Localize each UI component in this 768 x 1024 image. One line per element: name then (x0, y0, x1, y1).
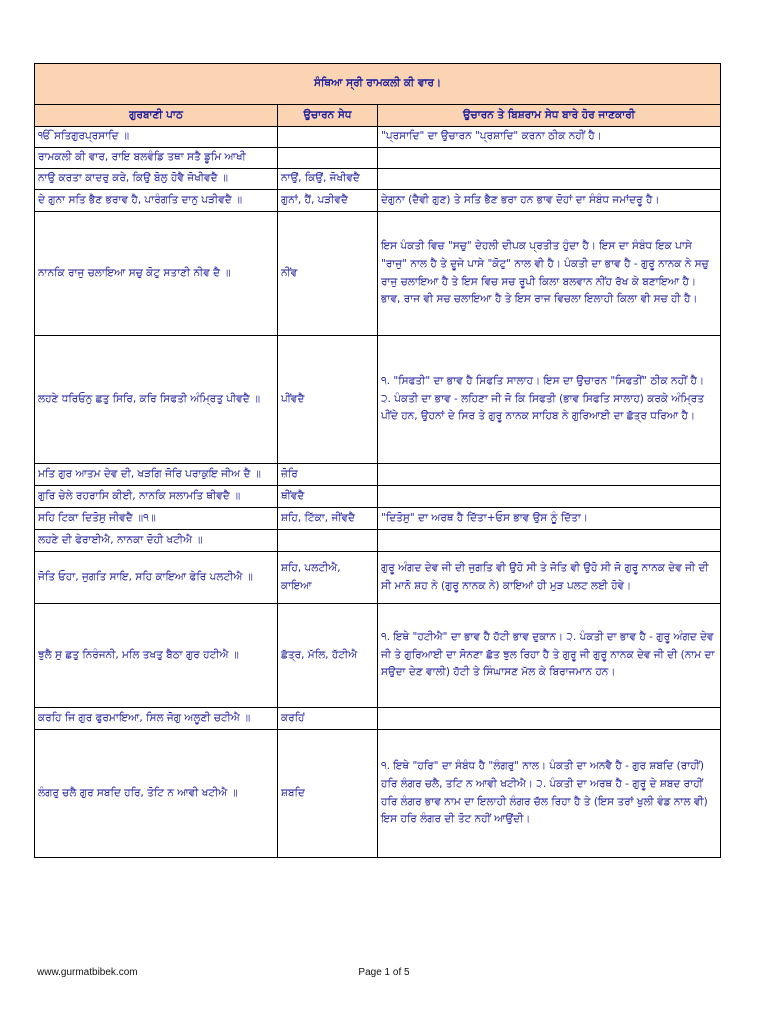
cell-gurbani-text: ਨਾਨਕਿ ਰਾਜੁ ਚਲਾਇਆ ਸਚੁ ਕੋਟੁ ਸਤਾਣੀ ਨੀਵ ਦੈ ॥ (35, 212, 278, 336)
cell-pronunciation: ਨਾਉਂ, ਕਿਉਂ, ਜੋਖੀਵਦੈ (278, 169, 378, 190)
table-row (35, 730, 721, 858)
cell-gurbani-text: ਕਰਹਿ ਜਿ ਗੁਰ ਫੁਰਮਾਇਆ, ਸਿਲ ਜੋਗੁ ਅਲੂਣੀ ਚਟੀਐ ॥ (35, 708, 278, 730)
cell-gurbani-text: ਲਹਣੇ ਦੀ ਫੇਰਾਈਐ, ਨਾਨਕਾ ਦੋਹੀ ਖਟੀਐ ॥ (35, 530, 278, 552)
table-row (35, 508, 721, 530)
cell-gurbani-text: ਲੰਗਰੁ ਚਲੈ ਗੁਰ ਸਬਦਿ ਹਰਿ, ਤੋਟਿ ਨ ਆਵੀ ਖਟੀਐ ॥ (35, 730, 278, 858)
cell-gurbani-text: ਜੋਤਿ ਓਹਾ, ਜੁਗਤਿ ਸਾਇ, ਸਹਿ ਕਾਇਆ ਫੇਰਿ ਪਲਟੀਐ ॥ (35, 552, 278, 604)
cell-note: ਇਸ ਪੰਕਤੀ ਵਿਚ "ਸਚੁ" ਦੇਹਲੀ ਦੀਪਕ ਪ੍ਰਤੀਤ ਹੁੰਦਾ ਹੈ। ਇਸ ਦਾ ਸੰਬੰਧ ਇਕ ਪਾਸੇ "ਰਾਜੁ" ਨਾਲ ਹੈ ਤੇ ਦੂਜੇ ਪਾਸੇ "ਕੋਟੁ" ਨਾਲ ਵੀ ਹੈ। ਪੰਕਤੀ ਦਾ ਭਾਵ ਹੈ - ਗੁਰੂ ਨਾਨਕ ਨੇ ਸਚੁ ਰਾਜੁ ਚਲਾਇਆ ਹੈ ਤੇ ਇਸ ਵਿਚ ਸਚ ਰੂਪੀ ਕਿਲਾ ਬਲਵਾਨ ਨੀਂਹ ਰੱਖ ਕੇ ਬਣਾਇਆ ਹੈ। ਭਾਵ, ਰਾਜ ਵੀ ਸਚ ਚਲਾਇਆ ਹੈ ਤੇ ਇਸ ਰਾਜ ਵਿਚਲਾ ਇਲਾਹੀ ਕਿਲਾ ਵੀ ਸਚ ਹੀ ਹੈ। (378, 212, 721, 336)
table-body (35, 127, 721, 858)
cell-gurbani-text: ੴ ਸਤਿਗੁਰਪ੍ਰਸਾਦਿ ॥ (35, 127, 278, 148)
cell-pronunciation: ਸ਼ਬਦਿ (278, 730, 378, 858)
table-row (35, 604, 721, 708)
footer-page-number: Page 1 of 5 (358, 967, 410, 978)
footer-website: www.gurmatbibek.com (37, 967, 138, 978)
cell-note: ੧. "ਸਿਫਤੀ" ਦਾ ਭਾਵ ਹੈ ਸਿਫਤਿ ਸਾਲਾਹ। ਇਸ ਦਾ ਉਚਾਰਨ "ਸਿਫਤੀਂ" ਠੀਕ ਨਹੀਂ ਹੈ। ੨. ਪੰਕਤੀ ਦਾ ਭਾਵ - ਲਹਿਣਾ ਜੀ ਜੋ ਕਿ ਸਿਫਤੀ (ਭਾਵ ਸਿਫਤਿ ਸਾਲਾਹ) ਕਰਕੇ ਅੰਮ੍ਰਿਤ ਪੀਂਦੇ ਹਨ, ਉਹਨਾਂ ਦੇ ਸਿਰ ਤੇ ਗੁਰੂ ਨਾਨਕ ਸਾਹਿਬ ਨੇ ਗੁਰਿਆਈ ਦਾ ਛੱਤ੍ਰ ਧਰਿਆ ਹੈ। (378, 336, 721, 464)
cell-gurbani-text: ਝੁਲੈ ਸੁ ਛਤੁ ਨਿਰੰਜਨੀ, ਮਲਿ ਤਖਤੁ ਬੈਠਾ ਗੁਰ ਹਟੀਐ ॥ (35, 604, 278, 708)
cell-pronunciation: ਗੁਨਾਂ, ਹੈਂ, ਪੜੀਵਦੈ (278, 190, 378, 212)
cell-pronunciation: ਸ਼ਹਿ, ਪਲਟੀਐ, ਕਾਇਆ (278, 552, 378, 604)
table-row (35, 169, 721, 190)
cell-gurbani-text: ਦੇ ਗੁਨਾ ਸਤਿ ਭੈਣ ਭਰਾਵ ਹੈ, ਪਾਰੰਗਤਿ ਦਾਨੁ ਪੜੀਵਦੈ ॥ (35, 190, 278, 212)
cell-gurbani-text: ਰਾਮਕਲੀ ਕੀ ਵਾਰ, ਰਾਇ ਬਲਵੰਡਿ ਤਥਾ ਸਤੈ ਡੂਮਿ ਆਖੀ (35, 148, 278, 169)
table-row (35, 530, 721, 552)
cell-pronunciation: ਕਰਹਿਂ (278, 708, 378, 730)
cell-note (378, 464, 721, 486)
table-row (35, 708, 721, 730)
table-row (35, 464, 721, 486)
table-row (35, 148, 721, 169)
header-uchaaran-sedh: ਉਚਾਰਨ ਸੇਧ (278, 105, 378, 127)
cell-gurbani-text: ਲਹਣੇ ਧਰਿਓਨੁ ਛਤੁ ਸਿਰਿ, ਕਰਿ ਸਿਫਤੀ ਅੰਮ੍ਰਿਤੁ ਪੀਵਦੈ ॥ (35, 336, 278, 464)
cell-pronunciation (278, 148, 378, 169)
table-row (35, 552, 721, 604)
cell-pronunciation: ਥੀਂਵਦੈ (278, 486, 378, 508)
cell-note: ਗੁਰੂ ਅੰਗਦ ਦੇਵ ਜੀ ਦੀ ਜੁਗਤਿ ਵੀ ਉਹੋ ਸੀ ਤੇ ਜੋਤਿ ਵੀ ਉਹੋ ਸੀ ਜੋ ਗੁਰੂ ਨਾਨਕ ਦੇਵ ਜੀ ਦੀ ਸੀ ਮਾਨੋ ਸ਼ਹ ਨੇ (ਗੁਰੂ ਨਾਨਕ ਨੇ) ਕਾਇਆਂ ਹੀ ਮੁੜ ਪਲਟ ਲਈ ਹੋਵੇ। (378, 552, 721, 604)
header-more-info: ਉਚਾਰਨ ਤੇ ਬਿਸ਼ਰਾਮ ਸੇਧ ਬਾਰੇ ਹੋਰ ਜਾਣਕਾਰੀ (378, 105, 721, 127)
cell-note (378, 148, 721, 169)
cell-pronunciation: ਪੀਂਵਦੈ (278, 336, 378, 464)
cell-note: "ਦਿਤੋਸੁ" ਦਾ ਅਰਥ ਹੈ ਦਿੱਤਾ+ਓਸ ਭਾਵ ਉਸ ਨੂੰ ਦਿੱਤਾ। (378, 508, 721, 530)
cell-note (378, 530, 721, 552)
cell-note (378, 169, 721, 190)
table-row (35, 127, 721, 148)
cell-pronunciation: ਜ਼ੋਰਿ (278, 464, 378, 486)
cell-note: ਦੇਗੁਨਾ (ਦੈਵੀ ਗੁਣ) ਤੇ ਸਤਿ ਭੈਣ ਭਰਾ ਹਨ ਭਾਵ ਦੋਹਾਂ ਦਾ ਸੰਬੰਧ ਜਮਾਂਦਰੂ ਹੈ। (378, 190, 721, 212)
cell-pronunciation: ਛੱਤ੍ਰ, ਮੱਲਿ, ਹੱਟੀਐ (278, 604, 378, 708)
cell-gurbani-text: ਨਾਉ ਕਰਤਾ ਕਾਦਰੁ ਕਰੇ, ਕਿਉ ਬੋਲੁ ਹੋਵੈ ਜੋਖੀਵਦੈ ॥ (35, 169, 278, 190)
cell-gurbani-text: ਗੁਰਿ ਚੇਲੇ ਰਹਰਾਸਿ ਕੀਈ, ਨਾਨਕਿ ਸਲਾਮਤਿ ਥੀਵਦੈ ॥ (35, 486, 278, 508)
cell-note (378, 486, 721, 508)
cell-note: ੧. ਇਥੇ "ਹਟੀਐ" ਦਾ ਭਾਵ ਹੈ ਹੱਟੀ ਭਾਵ ਦੁਕਾਨ। ੨. ਪੰਕਤੀ ਦਾ ਭਾਵ ਹੈ - ਗੁਰੂ ਅੰਗਦ ਦੇਵ ਜੀ ਤੇ ਗੁਰਿਆਈ ਦਾ ਸੋਨਣਾ ਛੱਤ ਝੁਲ ਰਿਹਾ ਹੈ ਤੇ ਗੁਰੂ ਜੀ ਗੁਰੂ ਨਾਨਕ ਦੇਵ ਜੀ ਦੀ (ਨਾਮ ਦਾ ਸਉਦਾ ਦੇਣ ਵਾਲੀ) ਹੱਟੀ ਤੇ ਸਿੰਘਾਸਣ ਮੱਲ ਕੇ ਬਿਰਾਜਮਾਨ ਹਨ। (378, 604, 721, 708)
header-gurbani-path: ਗੁਰਬਾਣੀ ਪਾਠ (35, 105, 278, 127)
cell-pronunciation (278, 127, 378, 148)
cell-note (378, 708, 721, 730)
cell-gurbani-text: ਸਹਿ ਟਿਕਾ ਦਿਤੋਸੁ ਜੀਵਦੈ ॥੧॥ (35, 508, 278, 530)
table-row (35, 486, 721, 508)
table-row (35, 336, 721, 464)
cell-note: "ਪ੍ਰਸਾਦਿ" ਦਾ ਉਚਾਰਨ "ਪ੍ਰਸ਼ਾਦਿ" ਕਰਨਾ ਠੀਕ ਨਹੀਂ ਹੈ। (378, 127, 721, 148)
table-row (35, 212, 721, 336)
table-title: ਸੰਥਿਆ ਸ੍ਰੀ ਰਾਮਕਲੀ ਕੀ ਵਾਰ। (35, 64, 721, 105)
santhia-table (34, 63, 721, 858)
cell-pronunciation: ਸ਼ਹਿ, ਟਿੱਕਾ, ਜੀਂਵਦੈ (278, 508, 378, 530)
cell-pronunciation (278, 530, 378, 552)
table-row (35, 190, 721, 212)
cell-pronunciation: ਨੀਂਵ (278, 212, 378, 336)
cell-gurbani-text: ਮਤਿ ਗੁਰ ਆਤਮ ਦੇਵ ਦੀ, ਖੜਗਿ ਜੋਰਿ ਪਰਾਕੁਇ ਜੀਅ ਦੈ ॥ (35, 464, 278, 486)
cell-note: ੧. ਇਥੇ "ਹਰਿ" ਦਾ ਸੰਬੰਧ ਹੈ "ਲੰਗਰੁ" ਨਾਲ। ਪੰਕਤੀ ਦਾ ਅਨਵੈ ਹੈ - ਗੁਰ ਸ਼ਬਦਿ (ਰਾਹੀਂ) ਹਰਿ ਲੰਗਰ ਚਲੈ, ਤਟਿ ਨ ਆਵੀ ਖਟੀਐ। ੨. ਪੰਕਤੀ ਦਾ ਅਰਥ ਹੈ - ਗੁਰੂ ਦੇ ਸ਼ਬਦ ਰਾਹੀਂ ਹਰਿ ਲੰਗਰ ਭਾਵ ਨਾਮ ਦਾ ਇਲਾਹੀ ਲੰਗਰ ਚੱਲ ਰਿਹਾ ਹੈ ਤੇ (ਇਸ ਤਰਾਂ ਖੁਲੀ ਵੰਡ ਨਾਲ ਵੀ) ਇਸ ਹਰਿ ਲੰਗਰ ਦੀ ਤੋਟ ਨਹੀਂ ਆਉਂਦੀ। (378, 730, 721, 858)
